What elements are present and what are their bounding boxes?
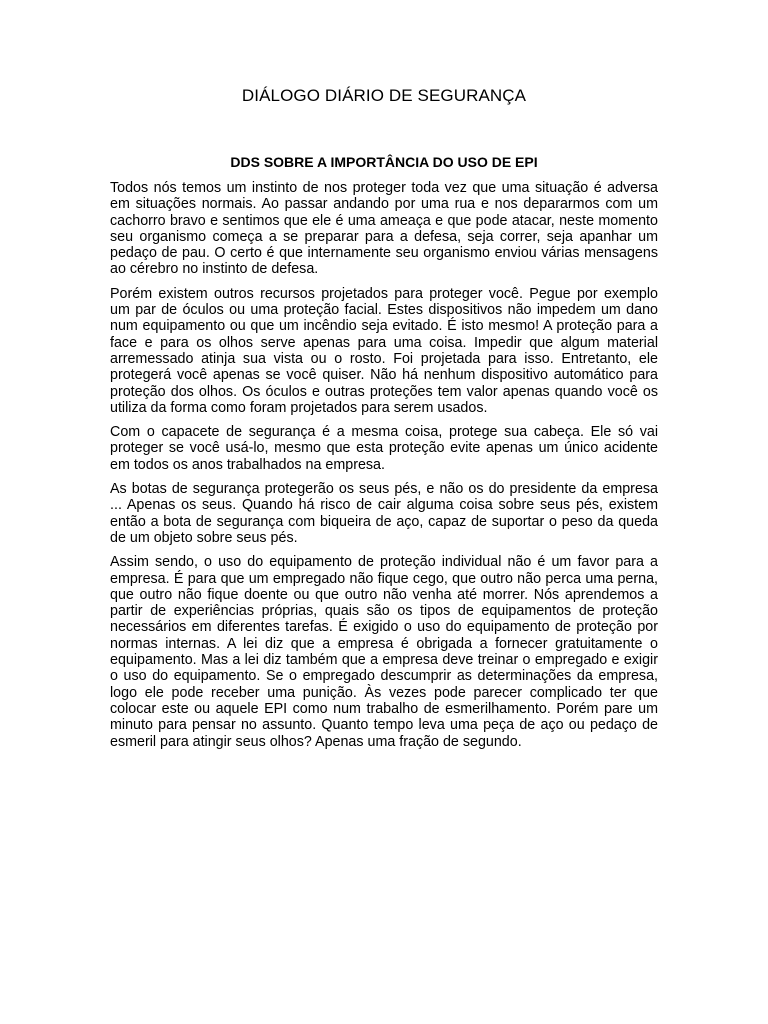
paragraph-instinct: Todos nós temos um instinto de nos proteger toda vez que uma situação é adversa em situações normais. Ao passar andando por uma rua e nos depararmos com um cachorro bravo e sentimos que ele é uma ameaça e que pode atacar, neste momento seu organismo começa a se preparar para a defesa, seja correr, seja apanhar um pedaço de pau. O certo é que internamente seu organismo enviou várias mensagens ao cérebro no instinto de defesa. [110, 180, 658, 278]
paragraph-eye-protection: Porém existem outros recursos projetados para proteger você. Pegue por exemplo um par de óculos ou uma proteção facial. Estes dispositivos não impedem um dano num equipamento ou que um incêndio seja evitado. É isto mesmo! A proteção para a face e para os olhos serve apenas para uma coisa. Impedir que algum material arremessado atinja sua vista ou o rosto. Foi projetada para isso. Entretanto, ele protegerá você apenas se você quiser. Não há nenhum dispositivo automático para proteção dos olhos. Os óculos e outras proteções tem valor apenas quando você os utiliza da forma como foram projetados para serem usados. [110, 285, 658, 416]
document-subtitle: DDS SOBRE A IMPORTÂNCIA DO USO DE EPI [230, 154, 538, 170]
document-body [110, 180, 658, 758]
paragraph-conclusion: Assim sendo, o uso do equipamento de proteção individual não é um favor para a empresa. É para que um empregado não fique cego, que outro não perca uma perna, que outro não fique doente ou que outro não venha até morrer. Nós aprendemos a partir de experiências próprias, quais são os tipos de equipamentos de proteção necessários em diferentes tarefas. É exigido o uso do equipamento de proteção por normas internas. A lei diz que a empresa é obrigada a fornecer gratuitamente o equipamento. Mas a lei diz também que a empresa deve treinar o empregado e exigir o uso do equipamento. Se o empregado descumprir as determinações da empresa, logo ele pode receber uma punição. Às vezes pode parecer complicado ter que colocar este ou aquele EPI como num trabalho de esmerilhamento. Porém pare um minuto para pensar no assunto. Quanto tempo leva uma peça de aço ou pedaço de esmeril para atingir seus olhos? Apenas uma fração de segundo. [110, 554, 658, 750]
document-title: DIÁLOGO DIÁRIO DE SEGURANÇA [241, 86, 527, 105]
paragraph-helmet: Com o capacete de segurança é a mesma coisa, protege sua cabeça. Ele só vai proteger se você usá-lo, mesmo que esta proteção evite apenas um único acidente em todos os anos trabalhados na empresa. [110, 424, 658, 473]
paragraph-safety-boots: As botas de segurança protegerão os seus pés, e não os do presidente da empresa ... Apenas os seus. Quando há risco de cair alguma coisa sobre seus pés, existem então a bota de segurança com biqueira de aço, capaz de suportar o peso da queda de um objeto sobre seus pés. [110, 481, 658, 546]
